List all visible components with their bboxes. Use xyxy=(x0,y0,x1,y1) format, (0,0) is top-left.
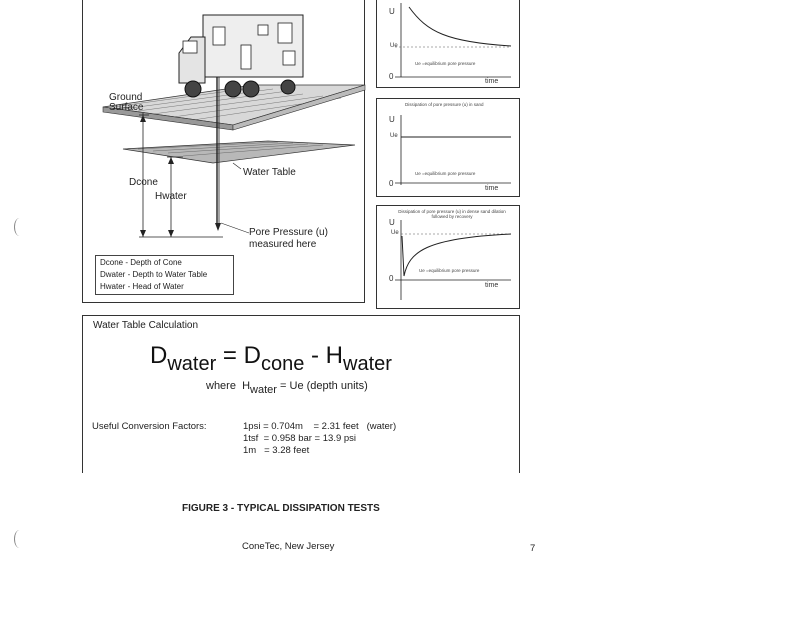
graph-top-ue-label: Ue xyxy=(390,43,398,49)
graph-middle-zero-label: 0 xyxy=(389,179,394,188)
water-table-label: Water Table xyxy=(243,167,296,178)
graph-middle-time-label: time xyxy=(485,185,499,192)
formula-dcone: D xyxy=(243,342,261,369)
ground-surface-line2: Surface xyxy=(109,102,144,113)
graph-top-time-label: time xyxy=(485,78,499,85)
formula-where-clause xyxy=(206,380,368,396)
graph-top-plot xyxy=(377,0,521,89)
legend-symbol: Hwater xyxy=(100,282,126,291)
water-table-formula xyxy=(150,342,392,376)
ground-surface-label xyxy=(109,93,143,113)
figure-caption: FIGURE 3 - TYPICAL DISSIPATION TESTS xyxy=(182,503,380,514)
legend-text: - Head of Water xyxy=(127,282,184,291)
footer-page-number: 7 xyxy=(530,543,536,554)
pore-pressure-label xyxy=(249,227,328,251)
scan-mark-lower xyxy=(14,530,25,548)
graph-bottom-time-label: time xyxy=(485,282,499,289)
formula-h-sub: water xyxy=(343,353,392,375)
graph-middle-u-label: U xyxy=(389,115,395,124)
pore-pressure-line1: Pore Pressure (u) xyxy=(249,227,328,238)
formula-minus: - xyxy=(311,342,319,369)
graph-bottom-plot xyxy=(377,206,521,310)
graph-bottom-caption: Ue =equilibrium pore pressure xyxy=(419,268,480,273)
where-h-sub: water xyxy=(250,384,277,396)
legend-row-hwater xyxy=(100,281,229,293)
legend-symbol: Dcone xyxy=(100,258,124,267)
calculation-heading: Water Table Calculation xyxy=(93,320,199,331)
legend-text: - Depth to Water Table xyxy=(127,270,208,279)
legend-row-dcone xyxy=(100,257,229,269)
graph-middle-title: Dissipation of pore pressure (u) in sand xyxy=(405,102,484,107)
conversion-line-2: 1tsf = 0.958 bar = 13.9 psi xyxy=(243,433,357,444)
h-water-label: Hwater xyxy=(155,191,187,202)
conversion-line-3: 1m = 3.28 feet xyxy=(243,445,310,456)
conversion-label: Useful Conversion Factors: xyxy=(92,421,207,432)
graph-bottom-zero-label: 0 xyxy=(389,274,394,283)
legend-text: - Depth of Cone xyxy=(125,258,182,267)
dissipation-graph-bottom xyxy=(376,205,520,309)
formula-dcone-sub: cone xyxy=(260,353,305,375)
graph-top-caption: Ue =equilibrium pore pressure xyxy=(415,61,476,66)
graph-bottom-u-label: U xyxy=(389,218,395,227)
graph-middle-ue-label: Ue xyxy=(390,133,398,139)
graph-middle-plot xyxy=(377,99,521,198)
footer-company: ConeTec, New Jersey xyxy=(242,541,335,552)
graph-top-u-label: U xyxy=(389,7,395,16)
formula-d: D xyxy=(150,342,168,369)
formula-h: H xyxy=(325,342,344,369)
legend-symbol: Dwater xyxy=(100,270,126,279)
where-prefix: where xyxy=(206,380,236,392)
dissipation-graph-middle xyxy=(376,98,520,197)
graph-bottom-title: Dissipation of pore pressure (u) in dense sand dilation followed by recovery xyxy=(398,209,506,219)
graph-bottom-ue-label: Ue xyxy=(391,230,399,236)
where-rest: = Ue (depth units) xyxy=(280,380,368,392)
conversion-line-1: 1psi = 0.704m = 2.31 feet (water) xyxy=(243,421,397,432)
formula-d-sub: water xyxy=(167,353,217,375)
d-cone-label: Dcone xyxy=(129,177,158,188)
graph-top-zero-label: 0 xyxy=(389,72,394,81)
diagram-legend xyxy=(95,255,234,295)
legend-row-dwater xyxy=(100,269,229,281)
pore-pressure-line2: measured here xyxy=(249,239,317,250)
graph-middle-caption: Ue =equilibrium pore pressure xyxy=(415,171,476,176)
dissipation-graph-top xyxy=(376,0,520,88)
site-diagram-panel xyxy=(82,0,365,303)
ground-surface-line1: Ground xyxy=(109,92,143,103)
scan-mark-upper xyxy=(14,218,25,236)
where-h: H xyxy=(242,380,251,392)
formula-equals: = xyxy=(222,342,237,369)
